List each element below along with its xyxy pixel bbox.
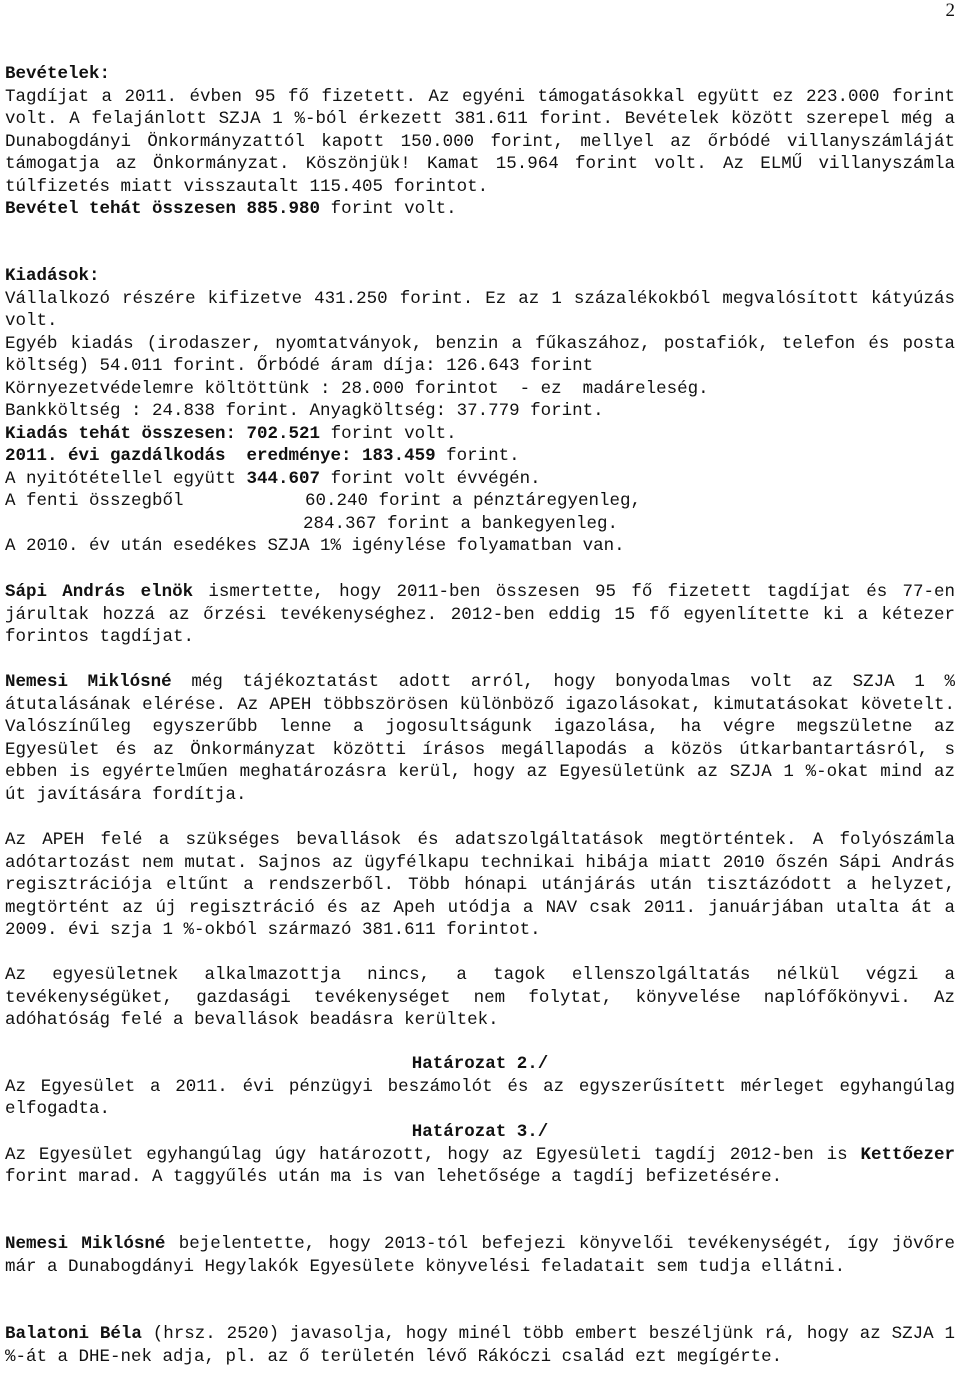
- speaker-name: Nemesi Miklósné: [5, 672, 172, 692]
- paragraph-apeh: Az APEH felé a szükséges bevallások és adatszolgáltatások megtörténtek. A folyószámla adótartozást nem mutat. Sajnos az ügyfélkapu technikai hibája miatt 2010 őszén Sápi András regisztrációja eltűnt a rendszerből. Több hónapi utánjárás után tisztázódott a helyzet, megtörtént az új regisztráció és az Apeh utódja a NAV csak 2011. januárjában utalta át a 2009. évi szja 1 %-okból származó 381.611 forintot.: [5, 830, 955, 940]
- paragraph-nemesi-1: Nemesi Miklósné még tájékoztatást adott arról, hogy bonyodalmas volt az SZJA 1 % átutalásának elérése. Az APEH többszörösen különböző igazolásokat, kimutatásokat követelt. Valószínűleg egyszerűbb lenne a jogosultságunk igazolása, ha végre megszületne az Egyesület és az Önkormányzat közötti írásos megállapodás a közös útkarbantartásról, s ebben is egyértelműen meghatározásra kerül, hogy az Egyesületünk az SZJA 1 %-okat mind az út javítására fordítja.: [5, 672, 955, 805]
- paragraph-balatoni: Balatoni Béla (hrsz. 2520) javasolja, hogy minél több embert beszéljünk rá, hogy az SZJA 1 %-át a DHE-nek adja, pl. az ő területén lévő Rákóczi család ezt megígérte.: [5, 1324, 955, 1367]
- income-heading: Bevételek:: [5, 64, 111, 84]
- speaker-name: Sápi András elnök: [5, 582, 194, 602]
- expense-line-bank: Bankköltség : 24.838 forint. Anyagköltség: 37.779 forint.: [5, 401, 604, 421]
- speaker-name: Nemesi Miklósné: [5, 1234, 166, 1254]
- paragraph-nemesi-2: Nemesi Miklósné bejelentette, hogy 2013-tól befejezi könyvelői tevékenységét, így jövőre már a Dunabogdányi Hegylakók Egyesülete könyvelési feladatait sem tudja ellátni.: [5, 1234, 956, 1277]
- income-section: [5, 63, 955, 221]
- year-end-balance: A nyitótétellel együtt 344.607 forint volt évvégén.: [5, 468, 541, 489]
- szja-claim-line: A 2010. év után esedékes SZJA 1% igénylése folyamatban van.: [5, 536, 625, 556]
- balance-split-cash: A fenti összegből 60.240 forint a pénztáregyenleg,: [5, 491, 642, 511]
- resolution-2: [5, 1053, 955, 1121]
- expense-section: [5, 265, 955, 558]
- speaker-name: Balatoni Béla: [5, 1324, 142, 1344]
- expense-line-environment: Környezetvédelemre költöttünk : 28.000 forintot - ez madáreleség.: [5, 378, 709, 399]
- income-paragraph: Tagdíjat a 2011. évben 95 fő fizetett. Az egyéni támogatásokkal együtt ez 223.000 forint volt. A felajánlott SZJA 1 %-ból érkezett 381.611 forint. Bevételek között szerepel még a Dunabogdányi Önkormányzattól kapott 150.000 forint, mellyel az őrbódé villanyszámláját támogatja az Önkormányzat. Köszönjük! Kamat 15.964 forint volt. Az ELMŰ villanyszámla túlfizetés miatt visszautalt 115.405 forintot.: [5, 86, 955, 197]
- annual-result: 2011. évi gazdálkodás eredménye: 183.459 forint.: [5, 446, 520, 466]
- paragraph-association: Az egyesületnek alkalmazottja nincs, a tagok ellenszolgáltatás nélkül végzi a tevékenységüket, gazdasági tevékenységet nem folytat, könyvelése naplófőkönyvi. Az adóhatóság felé a bevallások beadásra kerültek.: [5, 965, 955, 1030]
- paragraph-sapi: Sápi András elnök ismertette, hogy 2011-ben összesen 95 fő fizetett tagdíjat és 77-en járultak hozzá az őrzési tevékenységhez. 2012-ben eddig 15 fő egyenlítette ki a kétezer forintos tagdíjat.: [5, 582, 955, 647]
- expense-heading: Kiadások:: [5, 266, 100, 286]
- page-number: 2: [945, 0, 955, 21]
- income-total: Bevétel tehát összesen 885.980 forint volt.: [5, 199, 457, 219]
- resolution-3: [5, 1121, 955, 1189]
- expense-total: Kiadás tehát összesen: 702.521 forint volt.: [5, 423, 457, 444]
- expense-line-contractor: Vállalkozó részére kifizetve 431.250 forint. Ez az 1 százalékokból megvalósított kátyúzás volt.: [5, 288, 955, 331]
- resolution-3-text: Az Egyesület egyhangúlag úgy határozott, hogy az Egyesületi tagdíj 2012-ben is Kettőezer forint marad. A taggyűlés után ma is van lehetősége a tagdíj befizetésére.: [5, 1144, 955, 1187]
- resolution-3-title: Határozat 3./: [411, 1122, 549, 1142]
- balance-split-bank: 284.367 forint a bankegyenleg.: [303, 513, 619, 534]
- resolution-2-title: Határozat 2./: [411, 1054, 549, 1074]
- expense-line-other: Egyéb kiadás (irodaszer, nyomtatványok, benzin a fűkaszához, postafiók, telefon és posta költség) 54.011 forint. Őrbódé áram díja: 126.643 forint: [5, 333, 955, 376]
- resolution-2-text: Az Egyesület a 2011. évi pénzügyi beszámolót és az egyszerűsített mérleget egyhangúlag elfogadta.: [5, 1076, 955, 1119]
